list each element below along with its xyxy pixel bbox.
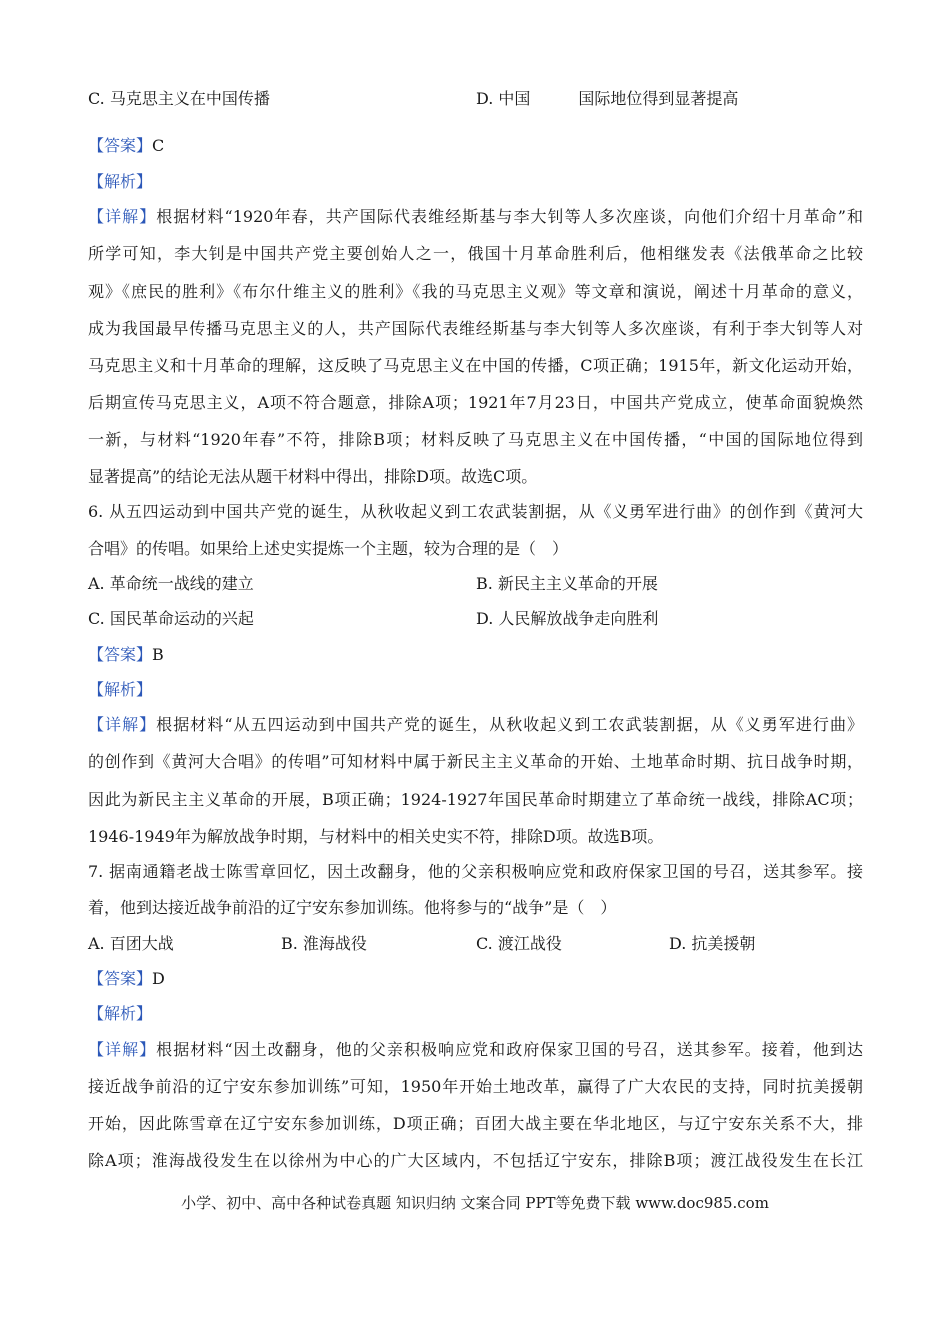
q7-answer xyxy=(88,969,165,989)
q6-detail-line: 因此为新民主主义革命的开展，B项正确；1924-1927年国民革命时期建立了革命统一战线，排除AC项； xyxy=(88,790,863,809)
q6-stem: 合唱》的传唱。如果给上述史实提炼一个主题，较为合理的是（ ） xyxy=(88,539,569,558)
q5-detail-line: 一新，与材料“1920年春”不符，排除B项；材料反映了马克思主义在中国传播，“中国的国际地位得到 xyxy=(88,430,863,449)
q6-answer xyxy=(88,645,164,665)
q7-detail-line: 开始，因此陈雪章在辽宁安东参加训练，D项正确；百团大战主要在华北地区，与辽宁安东关系不大，排 xyxy=(88,1114,863,1133)
q6-stem: 6. 从五四运动到中国共产党的诞生，从秋收起义到工农武装割据，从《义勇军进行曲》的创作到《黄河大 xyxy=(88,502,863,521)
q5-detail-line: 观》《庶民的胜利》《布尔什维主义的胜利》《我的马克思主义观》等文章和演说，阐述十月革命的意义， xyxy=(88,282,863,301)
q7-stem: 着，他到达接近战争前沿的辽宁安东参加训练。他将参与的“战争”是（ ） xyxy=(88,898,617,917)
q6-detail-line xyxy=(88,715,863,735)
analysis-tag: 【解析】 xyxy=(88,172,153,191)
q5-detail-line xyxy=(88,207,863,227)
q7-detail-line: 除A项；淮海战役发生在以徐州为中心的广大区域内，不包括辽宁安东，排除B项；渡江战役发生在长江 xyxy=(88,1151,863,1170)
q5-detail-line: 成为我国最早传播马克思主义的人，共产国际代表维经斯基与李大钊等人多次座谈，有利于李大钊等人对 xyxy=(88,319,863,338)
analysis-tag: 【解析】 xyxy=(88,1004,153,1023)
q5-detail-line: 所学可知，李大钊是中国共产党主要创始人之一，俄国十月革命胜利后，他相继发表《法俄革命之比较 xyxy=(88,244,863,263)
q5-option-d: D. 中国 国际地位得到显著提高 xyxy=(476,89,739,108)
detail-tag: 【详解】 xyxy=(88,715,157,734)
q7-option-a: A. 百团大战 xyxy=(88,934,174,953)
q7-analysis-heading xyxy=(88,1004,152,1024)
q5-detail-line: 马克思主义和十月革命的理解，这反映了马克思主义在中国的传播，C项正确；1915年，新文化运动开始， xyxy=(88,356,863,375)
q7-stem: 7. 据南通籍老战士陈雪章回忆，因土改翻身，他的父亲积极响应党和政府保家卫国的号召，送其参军。接 xyxy=(88,862,863,881)
page-footer: 小学、初中、高中各种试卷真题 知识归纳 文案合同 PPT等免费下载 www.doc985.com xyxy=(181,1194,769,1212)
q5-detail-line: 显著提高”的结论无法从题干材料中得出，排除D项。故选C项。 xyxy=(88,467,538,486)
detail-text: 根据材料“因土改翻身，他的父亲积极响应党和政府保家卫国的号召，送其参军。接着，他到达 xyxy=(156,1040,863,1059)
q6-option-c: C. 国民革命运动的兴起 xyxy=(88,609,254,628)
answer-tag: 【答案】 xyxy=(88,645,153,664)
q5-detail-line: 后期宣传马克思主义，A项不符合题意，排除A项；1921年7月23日，中国共产党成立，使革命面貌焕然 xyxy=(88,393,863,412)
q6-analysis-heading xyxy=(88,680,152,700)
answer-value: B xyxy=(152,645,164,664)
q7-option-d: D. 抗美援朝 xyxy=(669,934,756,953)
detail-tag: 【详解】 xyxy=(88,207,157,226)
detail-text: 根据材料“从五四运动到中国共产党的诞生，从秋收起义到工农武装割据，从《义勇军进行曲》 xyxy=(156,715,863,734)
q7-option-c: C. 渡江战役 xyxy=(476,934,562,953)
q6-detail-line: 1946-1949年为解放战争时期，与材料中的相关史实不符，排除D项。故选B项。 xyxy=(88,827,664,846)
answer-value: D xyxy=(152,969,165,988)
answer-tag: 【答案】 xyxy=(88,136,153,155)
q6-option-d: D. 人民解放战争走向胜利 xyxy=(476,609,659,628)
q6-option-b: B. 新民主主义革命的开展 xyxy=(476,574,658,593)
answer-tag: 【答案】 xyxy=(88,969,153,988)
q5-answer xyxy=(88,136,164,156)
q6-detail-line: 的创作到《黄河大合唱》的传唱”可知材料中属于新民主主义革命的开始、土地革命时期、抗日战争时期， xyxy=(88,752,863,771)
q5-option-c: C. 马克思主义在中国传播 xyxy=(88,89,270,108)
q6-option-a: A. 革命统一战线的建立 xyxy=(88,574,254,593)
q7-option-b: B. 淮海战役 xyxy=(281,934,367,953)
q7-detail-line: 接近战争前沿的辽宁安东参加训练”可知，1950年开始土地改革，赢得了广大农民的支持，同时抗美援朝 xyxy=(88,1077,863,1096)
q5-analysis-heading xyxy=(88,172,152,192)
q7-detail-line xyxy=(88,1040,863,1060)
detail-tag: 【详解】 xyxy=(88,1040,157,1059)
answer-value: C xyxy=(152,136,165,155)
detail-text: 根据材料“1920年春，共产国际代表维经斯基与李大钊等人多次座谈，向他们介绍十月革命”和 xyxy=(156,207,863,226)
analysis-tag: 【解析】 xyxy=(88,680,153,699)
